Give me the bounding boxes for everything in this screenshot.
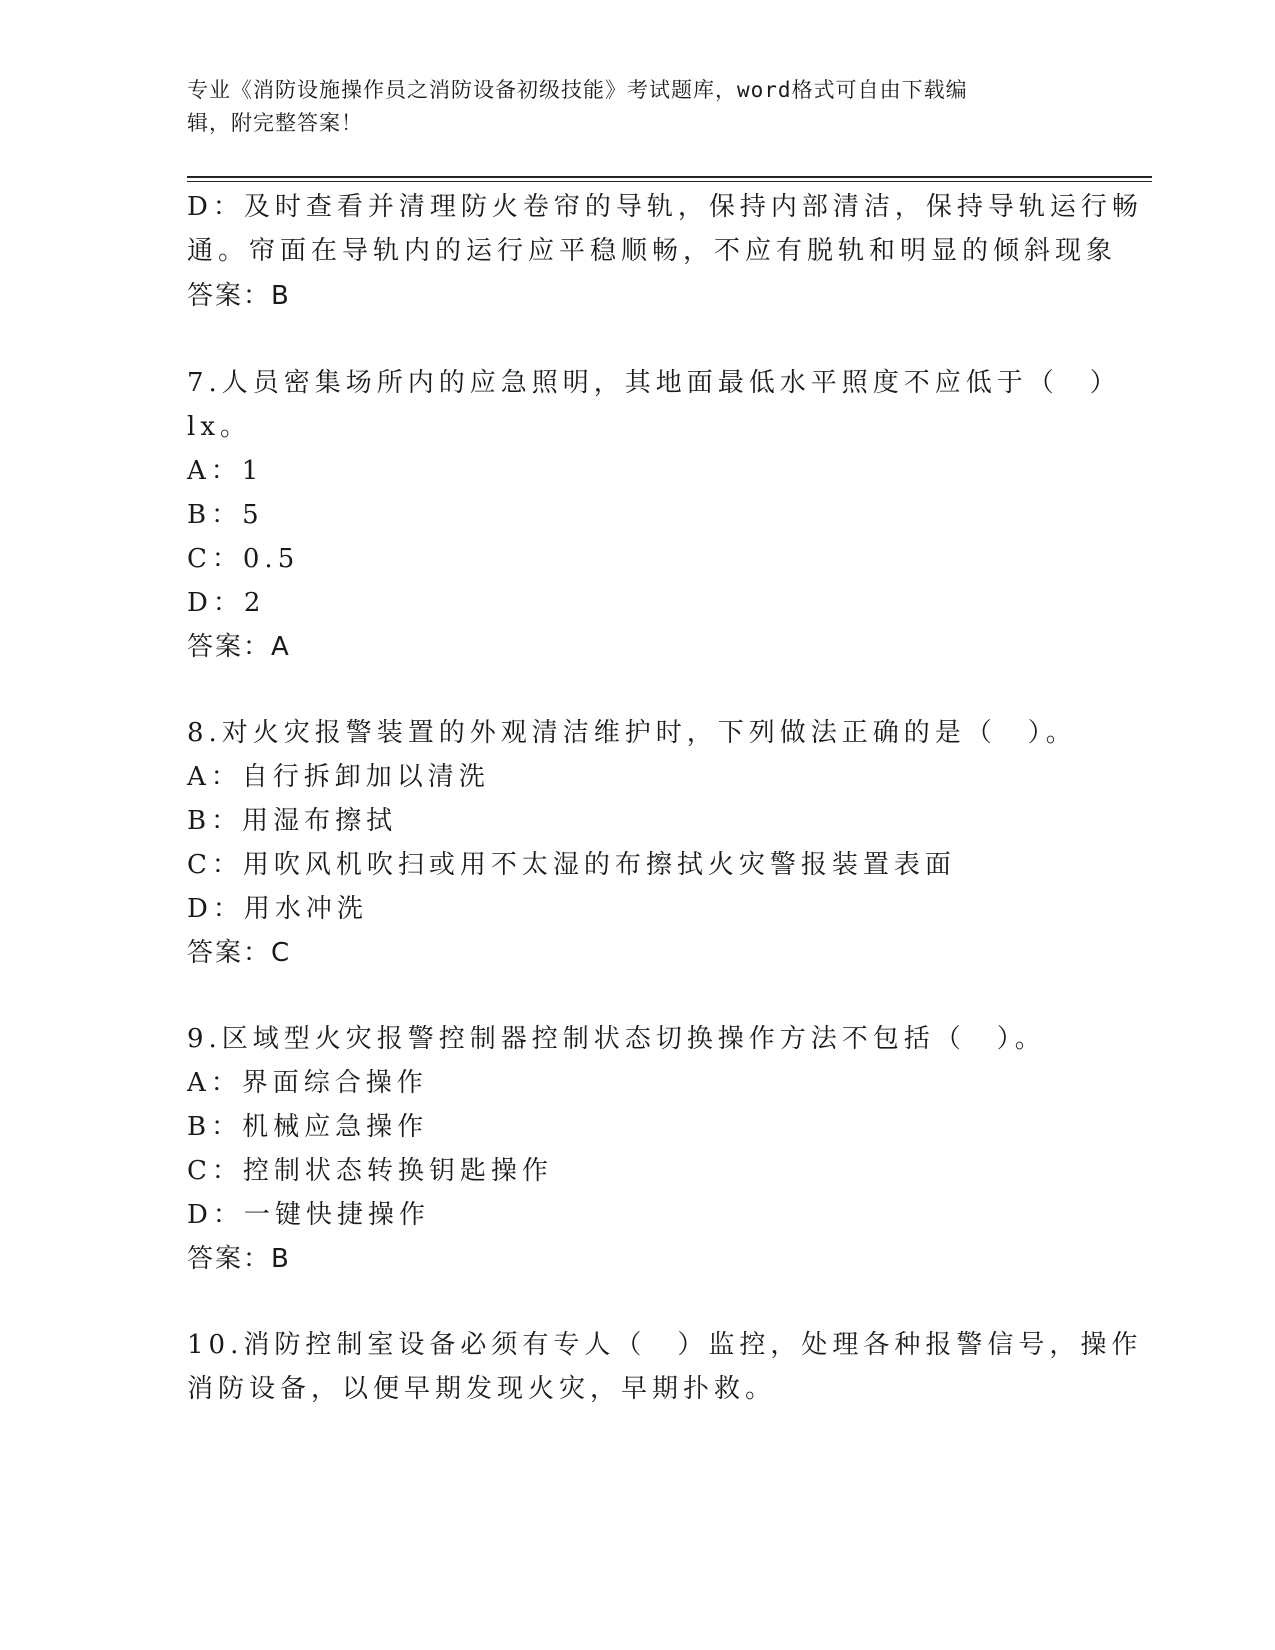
- q9-option-b: B：机械应急操作: [187, 1112, 429, 1142]
- prev-question-answer: 答案：B: [187, 281, 291, 311]
- q7-stem-line2: lx。: [187, 412, 251, 442]
- q7-option-a: A：1: [187, 456, 264, 486]
- q9-option-c: C：控制状态转换钥匙操作: [187, 1156, 553, 1186]
- prev-question-option-d-line2: 通。帘面在导轨内的运行应平稳顺畅，不应有脱轨和明显的倾斜现象: [187, 236, 1118, 266]
- document-header: [187, 74, 1067, 140]
- q8-option-b: B：用湿布擦拭: [187, 806, 398, 836]
- q7-option-d: D：2: [187, 588, 266, 618]
- prev-question-option-d-line1: D：及时查看并清理防火卷帘的导轨，保持内部清洁，保持导轨运行畅: [187, 192, 1143, 222]
- q10-stem-line2: 消防设备，以便早期发现火灾，早期扑救。: [187, 1374, 777, 1404]
- q8-stem: 8.对火灾报警装置的外观清洁维护时，下列做法正确的是（ ）。: [187, 718, 1077, 748]
- q8-option-c: C：用吹风机吹扫或用不太湿的布擦拭火灾警报装置表面: [187, 850, 956, 880]
- q8-option-d: D：用水冲洗: [187, 894, 368, 924]
- q9-option-a: A：界面综合操作: [187, 1068, 428, 1098]
- q7-option-c: C：0.5: [187, 544, 300, 574]
- q7-answer: 答案：A: [187, 632, 291, 662]
- q9-option-d: D：一键快捷操作: [187, 1200, 430, 1230]
- q10-stem-line1: 10.消防控制室设备必须有专人（ ）监控，处理各种报警信号，操作: [187, 1330, 1143, 1360]
- header-divider-thick: [187, 176, 1152, 178]
- header-line-1: 专业《消防设施操作员之消防设备初级技能》考试题库，word格式可自由下载编: [187, 78, 968, 102]
- q7-option-b: B：5: [187, 500, 264, 530]
- header-line-2: 辑，附完整答案！: [187, 111, 363, 135]
- q7-stem-line1: 7.人员密集场所内的应急照明，其地面最低水平照度不应低于（ ）: [187, 368, 1121, 398]
- q9-stem: 9.区域型火灾报警控制器控制状态切换操作方法不包括（ ）。: [187, 1024, 1046, 1054]
- q8-answer: 答案：C: [187, 938, 292, 968]
- q9-answer: 答案：B: [187, 1244, 291, 1274]
- header-divider-thin: [187, 181, 1152, 182]
- q8-option-a: A：自行拆卸加以清洗: [187, 762, 490, 792]
